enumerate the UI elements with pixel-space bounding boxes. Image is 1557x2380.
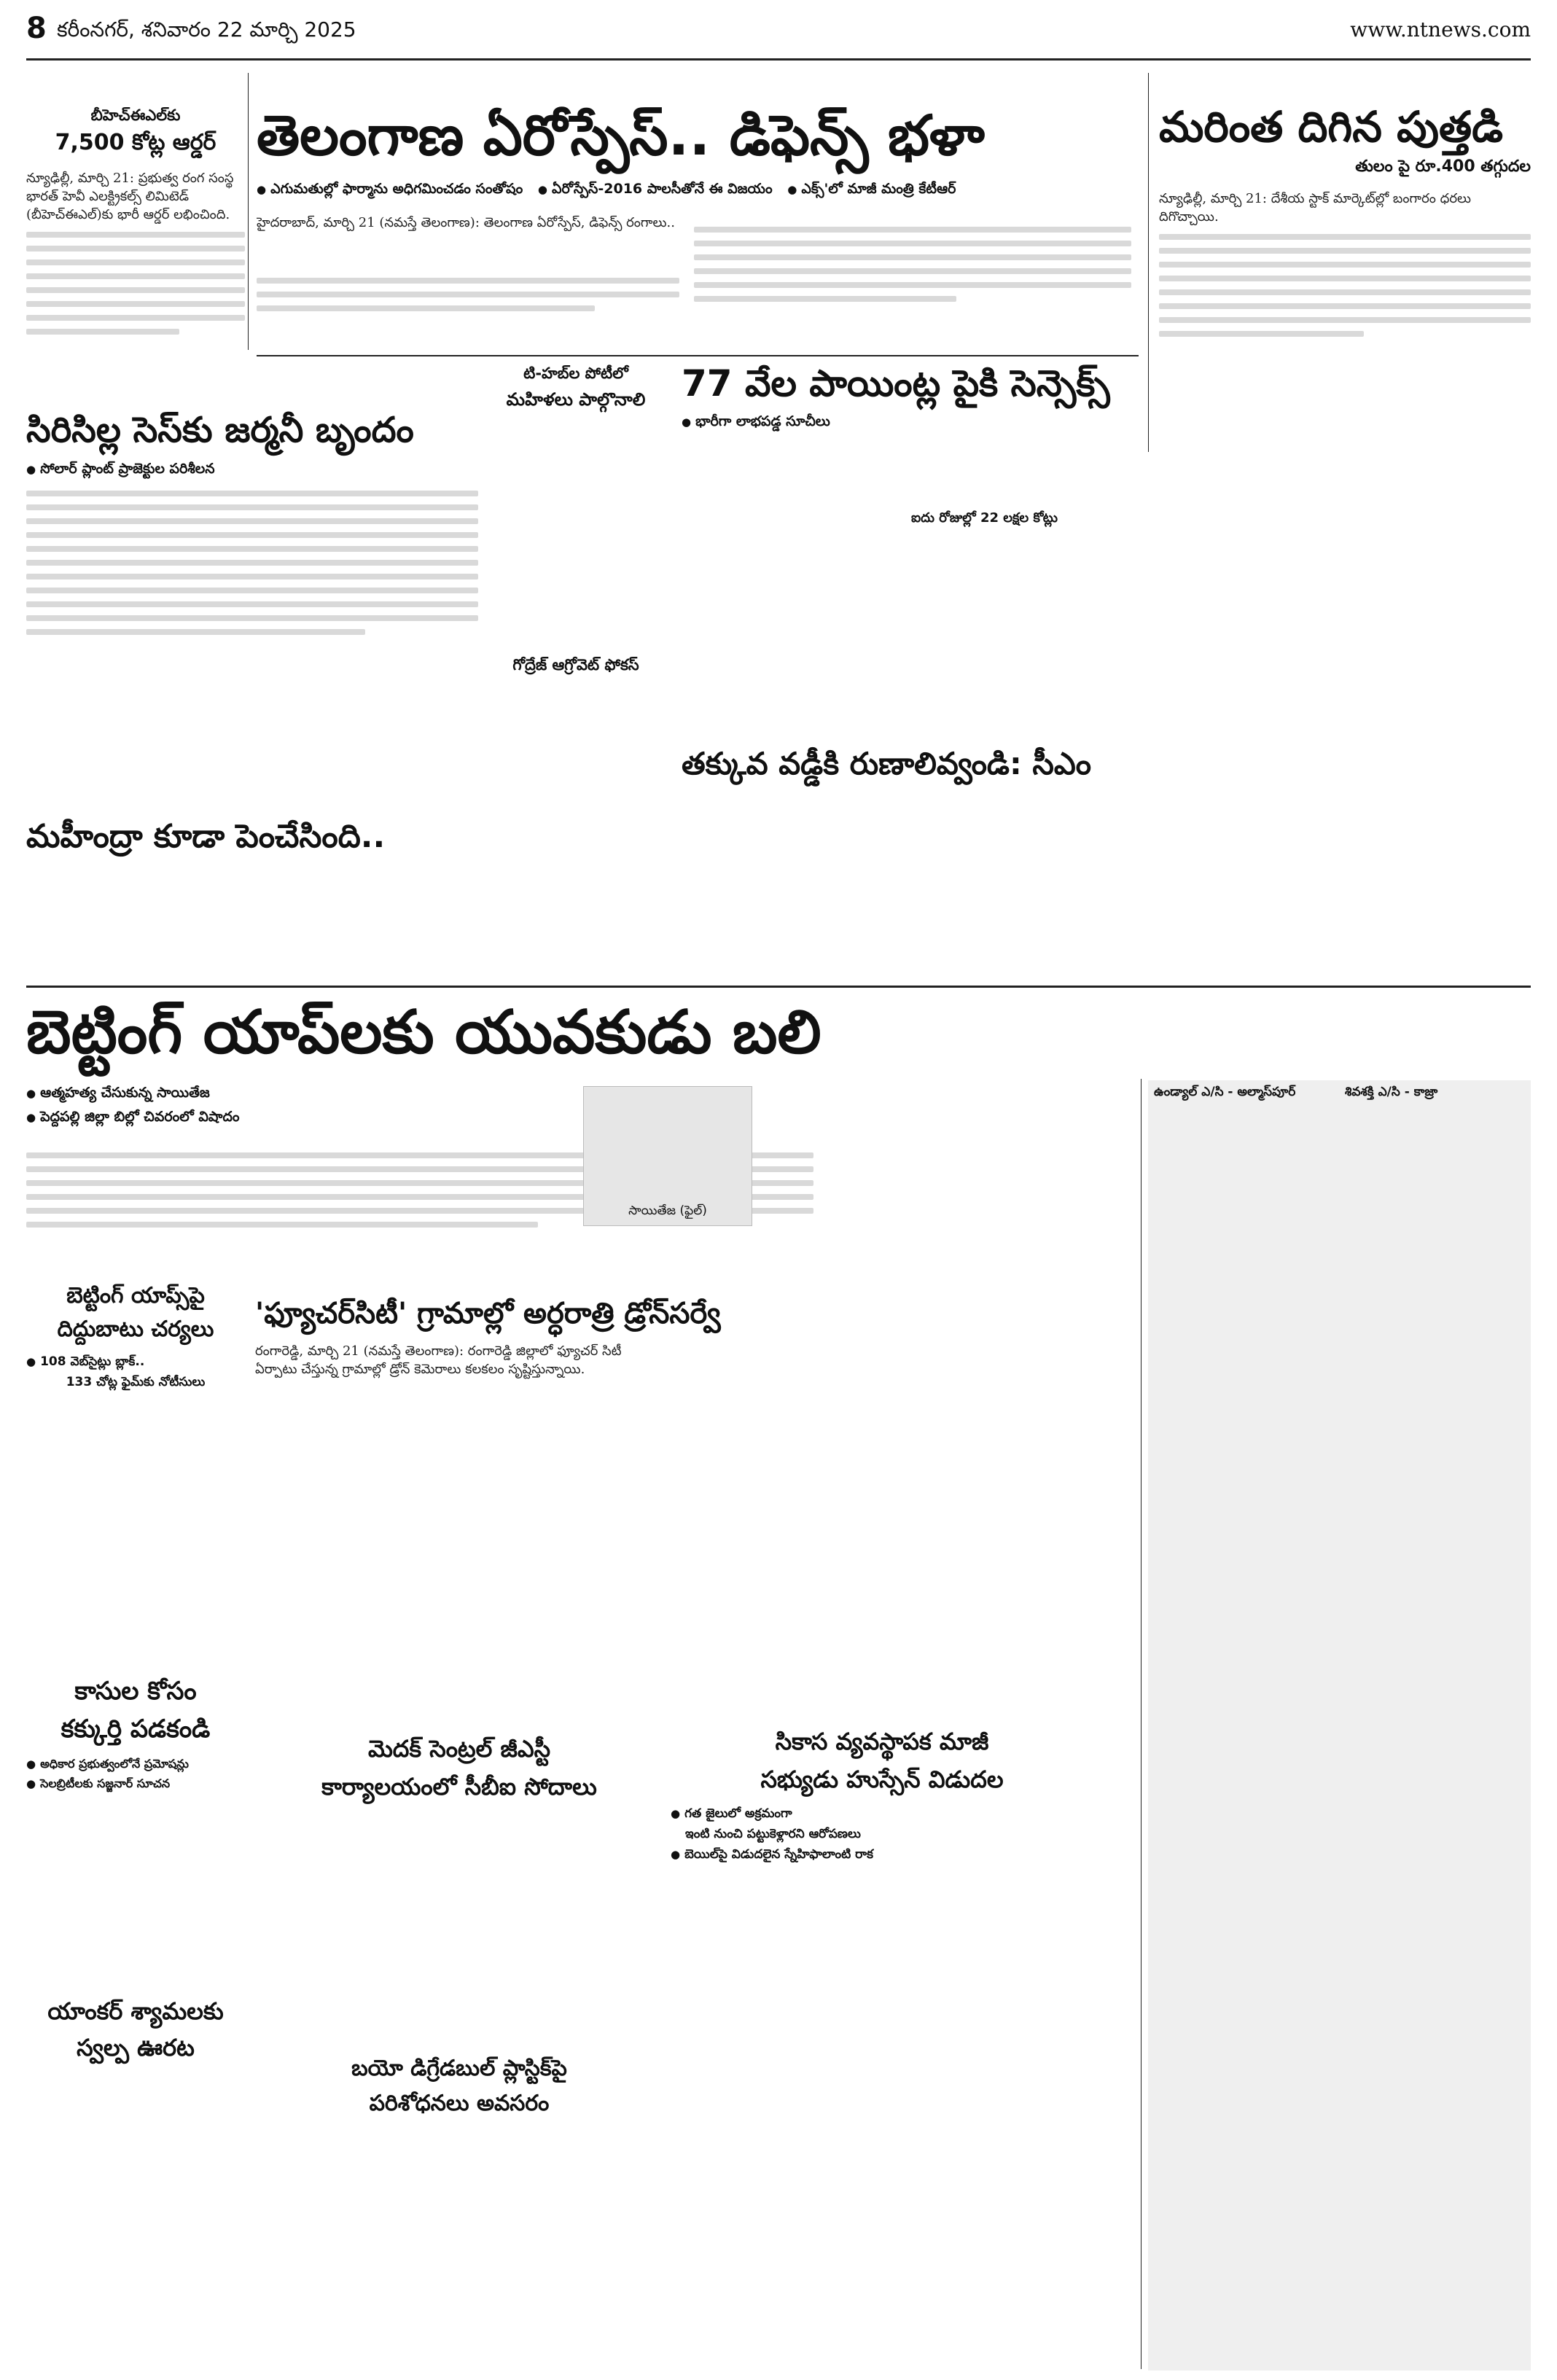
germany-article: [26, 408, 478, 816]
betting-subheads: [26, 1085, 464, 1136]
betting-article: [26, 993, 1134, 1080]
sensex-side-kicker: ఐదు రోజుల్లో 22 లక్షల కోట్లు: [911, 510, 1058, 526]
medak-headline-2: కార్యాలయంలో సీబీఐ సోదాలు: [321, 1773, 597, 1800]
masthead: [26, 10, 1531, 57]
anchor-article: [26, 1997, 245, 2077]
sensex-article: [682, 361, 1148, 492]
betting-sub-1: ● ఆత్మహత్య చేసుకున్న సాయితేజ: [26, 1085, 464, 1104]
cinema-header-right: శివశక్తి ఎ/సి - కాజ్రా: [1345, 1085, 1438, 1099]
sikasa-article: [671, 1728, 1093, 1888]
kusalu-sub-2: ● సెలబ్రిటీలకు సజ్జనార్ సూచన: [26, 1776, 245, 1793]
cinema-header-left: ఉండ్యాల్ ఎ/సి - అల్మాస్‌పూర్: [1154, 1085, 1296, 1099]
column-rule: [1141, 1079, 1142, 2369]
aerospace-sub-2: ● ఏరోస్పేస్-2016 పాలసీతోనే ఈ విజయం: [538, 181, 773, 197]
page-number: 8: [26, 12, 47, 45]
kusalu-headline-1: కాసుల కోసం: [74, 1677, 197, 1706]
cinema-listings: [1148, 1080, 1531, 2371]
germany-headline: సిరిసిల్ల సెస్‌కు జర్మనీ బృందం: [26, 410, 414, 450]
medak-article: [255, 1735, 663, 1822]
bhel-body-filler: [26, 232, 245, 335]
anchor-headline-2: స్వల్ప ఊరట: [77, 2034, 195, 2061]
photo-caption: సాయితేజ (ఫైల్): [628, 1203, 707, 1218]
aerospace-article: [257, 102, 1139, 350]
sensex-subhead: ● భారీగా లాభపడ్డ సూచీలు: [682, 413, 1148, 433]
plastic-article: [255, 2056, 663, 2136]
masthead-rule: [26, 58, 1531, 61]
sikasa-headline-2: సభ్యుడు హుస్సేన్ విడుదల: [760, 1766, 1004, 1793]
godrej-article: [481, 656, 671, 685]
betting-action-sub-2: 133 చోట్ల ఫైమ్‌కు నోటీసులు: [66, 1375, 206, 1389]
women-kicker: టి-హబ్‌ల పోటీలో: [523, 364, 628, 382]
sikasa-sub-2: ఇంటి నుంచి పట్టుకెళ్లారని ఆరోపణలు: [685, 1827, 861, 1841]
bhel-kicker: బీహెచ్‌ఈఎల్‌కు: [90, 106, 181, 124]
plastic-headline-1: బయో డిగ్రేడబుల్ ప్లాస్టిక్‌పై: [351, 2056, 567, 2081]
sikasa-headline-1: సికాస వ్యవస్థాపక మాజీ: [775, 1728, 989, 1755]
betting-action-headline-1: బెట్టింగ్ యాప్స్‌పై: [66, 1283, 205, 1308]
gold-headline: మరింత దిగిన పుత్తడి: [1159, 102, 1504, 152]
aerospace-headline: తెలంగాణ ఏరోస్పేస్.. డిఫెన్స్ భళా: [257, 103, 985, 168]
aerospace-body-filler-2: [257, 270, 679, 319]
betting-sub-2: ● పెద్దపల్లి జిల్లా బిల్లో చివరంలో విషాదం: [26, 1109, 464, 1128]
kusalu-sub-1: ● అధికార ప్రభుత్వంలోనే ప్రమోషన్లు: [26, 1757, 245, 1774]
sensex-side: [911, 510, 1144, 537]
betting-headline: బెట్టింగ్ యాప్‌లకు యువకుడు బలి: [26, 998, 822, 1067]
women-headline: మహిళలు పాల్గొనాలి: [506, 389, 646, 410]
bhel-headline: 7,500 కోట్ల ఆర్డర్: [55, 130, 216, 155]
aerospace-lead: హైదరాబాద్, మార్చి 21 (నమస్తే తెలంగాణ): తెలంగాణ ఏరోస్పేస్, డిఫెన్స్ రంగాలు..: [257, 215, 675, 230]
medak-headline-1: మెదక్ సెంట్రల్ జీఎస్టీ: [367, 1735, 551, 1763]
dateline: కరీంనగర్, శనివారం 22 మార్చి 2025: [57, 17, 356, 42]
section-rule: [257, 355, 1139, 356]
cm-headline: తక్కువ వడ్డీకి రుణాలివ్వండి: సీఎం: [682, 746, 1092, 781]
aerospace-sub-3: ● ఎక్స్'లో మాజీ మంత్రి కేటీఆర్: [787, 181, 956, 197]
anchor-headline-1: యాంకర్ శ్యామలకు: [47, 1997, 224, 2025]
mahindra-article: [26, 816, 464, 875]
godrej-kicker: గోద్రేజ్ ఆగ్రోవెట్ ఫోకస్: [512, 656, 639, 674]
sikasa-sub-3: ● బెయిల్‌పై విడుదలైన స్నేహిఫాలాంటి రాక: [671, 1847, 1093, 1865]
gold-article: [1159, 101, 1531, 450]
column-rule: [1148, 73, 1149, 452]
aerospace-subheads: [257, 181, 1139, 200]
sensex-headline: 77 వేల పాయింట్ల పైకి సెన్సెక్స్: [682, 362, 1110, 405]
cm-article: [682, 744, 1148, 802]
column-rule: [248, 73, 249, 350]
section-rule: [26, 986, 1531, 988]
kusalu-headline-2: కక్కుర్తి పడకండి: [61, 1714, 211, 1744]
futurecity-article: [255, 1294, 1130, 1440]
betting-action-article: [26, 1283, 245, 1407]
gold-body-filler: [1159, 234, 1531, 337]
betting-photo: [583, 1086, 752, 1226]
gold-subhead: తులం పై రూ.400 తగ్గుదల: [1355, 157, 1531, 176]
germany-body-filler: [26, 491, 478, 635]
germany-subhead: ● సోలార్ ప్లాంట్ ప్రాజెక్టుల పరిశీలన: [26, 461, 478, 480]
futurecity-lead: రంగారెడ్డి, మార్చి 21 (నమస్తే తెలంగాణ): రంగారెడ్డి జిల్లాలో ఫ్యూచర్ సిటీ ఏర్పాటు చేస్తున్న గ్రామాల్లో డ్రోన్ కెమెరాలు కలకలం సృష్టిస్తున్నాయి.: [255, 1343, 622, 1377]
sikasa-sub-1: ● గత జైలులో అక్రమంగా: [671, 1806, 1093, 1824]
kusalu-article: [26, 1677, 245, 1800]
bhel-lead: న్యూఢిల్లీ, మార్చి 21: ప్రభుత్వ రంగ సంస్థ భారత్ హెవీ ఎలక్ట్రికల్స్ లిమిటెడ్ (బీహెచ్‌ఈఎల్)‌కు భారీ ఆర్డర్ లభించింది.: [26, 171, 234, 222]
plastic-headline-2: పరిశోధనలు అవసరం: [369, 2091, 550, 2116]
betting-action-sub-1: ● 108 వెబ్‌సైట్లు బ్లాక్..: [26, 1354, 245, 1372]
website-url: www.ntnews.com: [1350, 17, 1531, 42]
aerospace-body-filler: [694, 219, 1131, 310]
betting-action-headline-2: దిద్దుబాటు చర్యలు: [57, 1316, 214, 1342]
mahindra-headline: మహీంద్రా కూడా పెంచేసింది..: [26, 818, 386, 855]
futurecity-headline: 'ఫ్యూచర్‌సిటీ' గ్రామాల్లో అర్ధరాత్రి డ్రోన్‌సర్వే: [255, 1297, 721, 1330]
women-article: [481, 364, 671, 459]
gold-lead: న్యూఢిల్లీ, మార్చి 21: దేశీయ స్టాక్ మార్కెట్‌ల్లో బంగారం ధరలు దిగొచ్చాయి.: [1159, 191, 1472, 225]
aerospace-sub-1: ● ఎగుమతుల్లో ఫార్మాను అధిగమించడం సంతోషం: [257, 181, 523, 197]
